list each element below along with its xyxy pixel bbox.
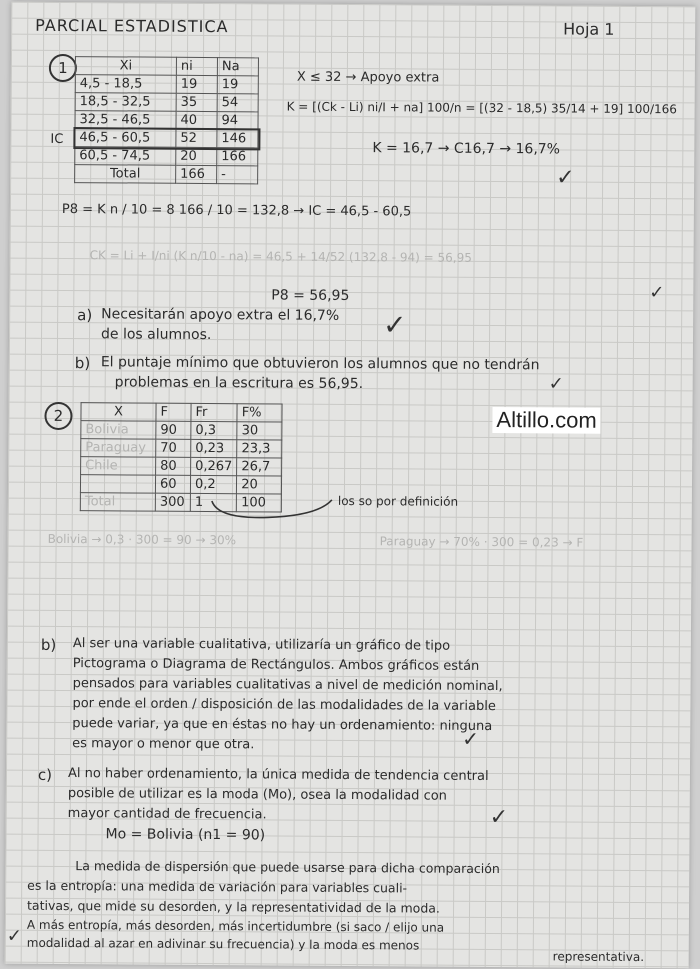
table-cell: 54 <box>217 94 258 112</box>
answer-2b-line: es mayor o menor que otra. <box>72 736 255 753</box>
table-cell: 23,3 <box>237 440 282 458</box>
table-cell: 0,2 <box>190 475 236 493</box>
col-header-xi: Xi <box>75 57 176 76</box>
table-cell: 70 <box>156 439 191 457</box>
col-header-na: Na <box>217 58 258 76</box>
table-cell: 100 <box>237 494 282 512</box>
problem-number-2 <box>44 402 72 430</box>
answer-2b-line: por ende el orden / disposición de las modalidades de la variable <box>72 696 496 715</box>
table-cell: 35 <box>176 93 217 111</box>
table-row <box>75 75 258 94</box>
table-cell: - <box>217 166 258 184</box>
check-mark-icon: ✓ <box>462 726 480 751</box>
table-cell: Paraguay <box>81 439 156 458</box>
answer-2b-line: pensados para variables cualitativas a nivel de medición nominal, <box>72 676 503 695</box>
sheet-number: Hoja 1 <box>563 19 615 39</box>
answer-a-line-2: de los alumnos. <box>100 326 212 344</box>
answer-b-label: b) <box>74 354 91 373</box>
ck-line: CK = Li + I/ni (K n/10 - na) = 46,5 + 14/52 (132,8 - 94) = 56,95 <box>89 248 472 265</box>
dispersion-line: A más entropía, más desorden, más incertidumbre (si saco / elijo una <box>26 917 445 935</box>
table-row-highlighted <box>75 129 258 148</box>
table-cell: 60,5 - 74,5 <box>75 147 176 166</box>
answer-a-line-1: Necesitarán apoyo extra el 16,7% <box>101 306 340 324</box>
col-header-f: F <box>156 403 191 421</box>
answer-a-label: a) <box>77 306 93 325</box>
answer-b-line-1: El puntaje mínimo que obtuvieron los alumnos que no tendrán <box>100 354 540 374</box>
dispersion-line-end: representativa. <box>552 949 645 965</box>
ic-label: IC <box>50 131 64 147</box>
dispersion-line: tativas, que mide su desorden, y la representatividad de la moda. <box>27 897 440 916</box>
page-title: PARCIAL ESTADISTICA <box>35 15 229 37</box>
dispersion-line: modalidad al azar en adivinar su frecuencia) y la moda es menos <box>26 935 420 953</box>
table-cell: 90 <box>156 421 191 439</box>
table-row <box>75 111 258 130</box>
answer-2c-label: c) <box>37 765 53 784</box>
table-row <box>75 93 258 112</box>
check-mark-icon: ✓ <box>6 925 23 947</box>
table-cell: 146 <box>217 130 258 148</box>
answer-2b-line: puede variar, ya que en éstas no hay un ordenamiento: ninguna <box>72 716 493 734</box>
table-cell: 94 <box>217 112 258 130</box>
answer-2b-line: Pictograma o Diagrama de Rectángulos. Ambos gráficos están <box>72 656 480 674</box>
table-cell: 52 <box>176 129 217 147</box>
problem-number-label: 1 <box>58 58 68 78</box>
table-cell: 19 <box>217 76 258 94</box>
table-cell: 0,267 <box>191 457 237 475</box>
table-cell: 18,5 - 32,5 <box>75 93 176 112</box>
answer-2b-label: b) <box>40 635 57 654</box>
table-cell: 166 <box>217 148 258 166</box>
check-mark-icon: ✓ <box>548 373 564 395</box>
table-cell: 46,5 - 60,5 <box>75 129 176 148</box>
k-result: K = 16,7 → C16,7 → 16,7% <box>372 140 561 158</box>
check-mark-icon: ✓ <box>556 165 575 191</box>
table-cell: 30 <box>237 422 282 440</box>
table-row <box>80 475 281 494</box>
table-row <box>81 421 282 440</box>
table-cell: 19 <box>176 75 217 93</box>
total-note: los so por definición <box>337 493 459 509</box>
table-cell: 32,5 - 46,5 <box>75 111 176 130</box>
frequency-table-1 <box>74 56 259 184</box>
table-cell: 20 <box>237 476 282 494</box>
table-header-row <box>81 403 282 422</box>
table-cell: 26,7 <box>237 458 282 476</box>
table-cell: 0,3 <box>191 421 237 439</box>
col-header-fr: Fr <box>191 403 237 421</box>
condition-text: X ≤ 32 → Apoyo extra <box>296 69 440 86</box>
answer-2b-line: Al ser una variable cualitativa, utilizaría un gráfico de tipo <box>72 636 451 654</box>
col-header-x: X <box>81 403 156 422</box>
table-row <box>81 457 282 476</box>
col-header-fpct: F% <box>237 404 282 422</box>
table-cell <box>80 475 155 494</box>
dispersion-line: es la entropía: una medida de variación para variables cuali- <box>27 877 408 896</box>
bracket-annotation <box>208 495 338 526</box>
faint-calc-2: Paraguay → 70% · 300 = 0,23 → F <box>379 534 584 550</box>
answer-2c-line: mayor cantidad de frecuencia. <box>67 806 267 823</box>
problem-number-1 <box>49 54 77 82</box>
table-header-row <box>75 57 258 76</box>
answer-2c-line: posible de utilizar es la moda (Mo), osea la modalidad con <box>67 786 447 804</box>
check-mark-icon: ✓ <box>489 804 509 831</box>
check-mark-icon: ✓ <box>383 308 407 342</box>
table-row <box>75 147 258 166</box>
table-cell: 20 <box>176 147 217 165</box>
table-cell: 4,5 - 18,5 <box>75 75 176 94</box>
answer-2c-line: Al no haber ordenamiento, la única medida de tendencia central <box>67 766 489 784</box>
table-cell: Chile <box>81 457 156 476</box>
table-cell: Total <box>80 493 155 512</box>
col-header-ni: ni <box>176 57 217 75</box>
table-cell: 300 <box>155 493 190 511</box>
p8-result: P8 = 56,95 <box>271 287 350 304</box>
table-cell: 80 <box>156 457 191 475</box>
table-cell: 40 <box>176 111 217 129</box>
problem-number-label: 2 <box>53 406 64 425</box>
watermark-logo: Altillo.com <box>492 407 600 434</box>
dispersion-line: La medida de dispersión que puede usarse para dicha comparación <box>75 858 500 877</box>
mode-line: Mo = Bolivia (n1 = 90) <box>105 826 266 844</box>
table-cell: 60 <box>155 475 190 493</box>
check-mark-icon: ✓ <box>649 282 665 304</box>
p8-line: P8 = K n / 10 = 8 166 / 10 = 132,8 → IC = 46,5 - 60,5 <box>61 201 412 220</box>
table-cell: 0,23 <box>191 439 237 457</box>
table-cell: 166 <box>176 165 217 183</box>
answer-b-line-2: problemas en la escritura es 56,95. <box>114 374 364 393</box>
table-row-total <box>75 165 258 184</box>
table-cell: Bolivia <box>81 421 156 440</box>
notebook-sheet <box>5 2 696 969</box>
table-cell: Total <box>75 165 176 184</box>
table-row <box>81 439 282 458</box>
faint-calc-1: Bolivia → 0,3 · 300 = 90 → 30% <box>47 531 237 548</box>
table-cell: 1 <box>190 493 236 511</box>
k-formula: K = [(Ck - Li) ni/I + na] 100/n = [(32 - 18,5) 35/14 + 19] 100/166 <box>286 99 677 117</box>
